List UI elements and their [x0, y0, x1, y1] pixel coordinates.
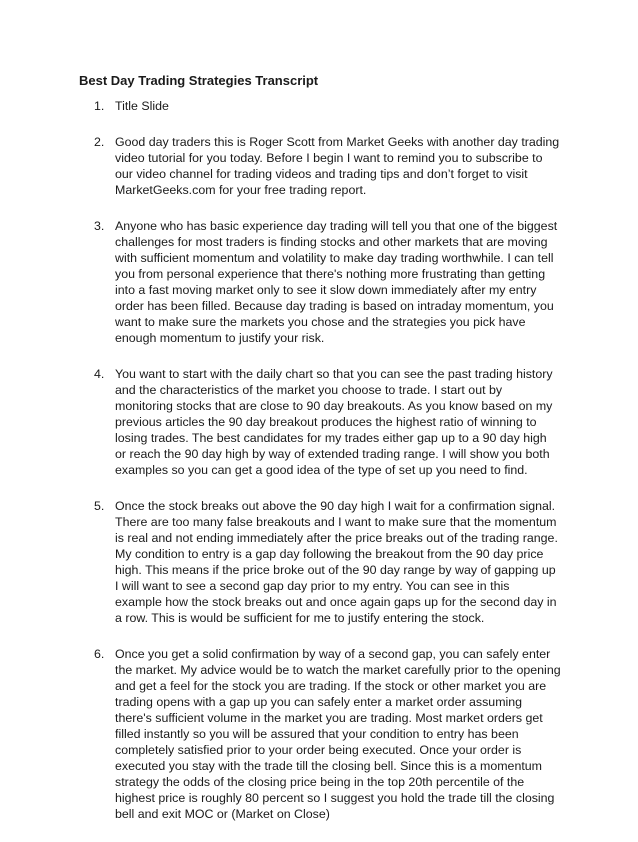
list-item-number: 3. [94, 219, 105, 233]
text-line: previous articles the 90 day breakout produces the highest ratio of winning to [115, 415, 537, 429]
text-line: or reach the 90 day high by way of extended trading range. I will show you both [115, 447, 550, 461]
list-item [0, 498, 638, 626]
list-item [0, 218, 638, 346]
text-line: Good day traders this is Roger Scott from Market Geeks with another day trading [115, 135, 560, 149]
text-line: completely satisfied prior to your order being executed. Once your order is [115, 743, 522, 757]
list-item-text [115, 366, 565, 478]
text-line: strategy the odds of the closing price being in the top 20th percentile of the [115, 775, 525, 789]
text-line: Title Slide [115, 99, 169, 113]
list-item [0, 646, 638, 822]
list-item [0, 366, 638, 478]
text-line: into a fast moving market only to see it slow down immediately after my entry [115, 283, 537, 297]
text-line: example how the stock breaks out and once again gaps up for the second day in [115, 595, 557, 609]
text-line: executed you stay with the trade till the closing bell. Since this is a momentum [115, 759, 542, 773]
text-line: and get a feel for the stock you are trading. If the stock or other market you are [115, 679, 547, 693]
text-line: order has been filled. Because day trading is based on intraday momentum, you [115, 299, 554, 313]
document-title: Best Day Trading Strategies Transcript [79, 73, 319, 88]
list-item-text [115, 98, 565, 114]
text-line: video tutorial for you today. Before I begin I want to remind you to subscribe to [115, 151, 543, 165]
text-line: want to make sure the markets you chose and the strategies you pick have [115, 315, 526, 329]
transcript-list [0, 98, 638, 842]
list-item-number: 6. [94, 647, 105, 661]
text-line: high. This means if the price broke out of the 90 day range by way of gapping up [115, 563, 556, 577]
list-item-number: 4. [94, 367, 105, 381]
text-line: challenges for most traders is finding stocks and other markets that are moving [115, 235, 548, 249]
text-line: My condition to entry is a gap day following the breakout from the 90 day price [115, 547, 544, 561]
list-item-text [115, 218, 565, 346]
text-line: examples so you can get a good idea of the type of set up you need to find. [115, 463, 528, 477]
text-line: filled instantly so you will be assured that your condition to entry has been [115, 727, 519, 741]
list-item-number: 2. [94, 135, 105, 149]
text-line: There are too many false breakouts and I want to make sure that the momentum [115, 515, 557, 529]
list-item-text [115, 646, 565, 822]
text-line: enough momentum to justify your risk. [115, 331, 325, 345]
text-line: the market. My advice would be to watch the market carefully prior to the opening [115, 663, 561, 677]
list-item [0, 98, 638, 114]
text-line: You want to start with the daily chart so that you can see the past trading history [115, 367, 553, 381]
text-line: trading opens with a gap up you can safely enter a market order assuming [115, 695, 523, 709]
list-item [0, 134, 638, 198]
list-item-text [115, 498, 565, 626]
text-line: bell and exit MOC or (Market on Close) [115, 807, 330, 821]
list-item-text [115, 134, 565, 198]
text-line: our video channel for trading videos and trading tips and don’t forget to visit [115, 167, 528, 181]
text-line: there's sufficient volume in the market you are trading. Most market orders get [115, 711, 543, 725]
list-item-number: 1. [94, 99, 105, 113]
text-line: and the characteristics of the market you choose to trade. I start out by [115, 383, 503, 397]
text-line: Once you get a solid confirmation by way of a second gap, you can safely enter [115, 647, 551, 661]
text-line: MarketGeeks.com for your free trading report. [115, 183, 367, 197]
text-line: I will want to see a second gap day prior to my entry. You can see in this [115, 579, 510, 593]
text-line: a row. This is would be sufficient for me to justify entering the stock. [115, 611, 485, 625]
text-line: Anyone who has basic experience day trading will tell you that one of the biggest [115, 219, 558, 233]
text-line: you from personal experience that there's nothing more frustrating than getting [115, 267, 546, 281]
text-line: is real and not ending immediately after the price breaks out of the trading range. [115, 531, 558, 545]
text-line: monitoring stocks that are close to 90 day breakouts. As you know based on my [115, 399, 553, 413]
text-line: with sufficient momentum and volatility to make day trading worthwhile. I can tell [115, 251, 554, 265]
text-line: Once the stock breaks out above the 90 day high I wait for a confirmation signal. [115, 499, 556, 513]
text-line: highest price is roughly 80 percent so I suggest you hold the trade till the closing [115, 791, 555, 805]
text-line: losing trades. The best candidates for my trades either gap up to a 90 day high [115, 431, 547, 445]
list-item-number: 5. [94, 499, 105, 513]
